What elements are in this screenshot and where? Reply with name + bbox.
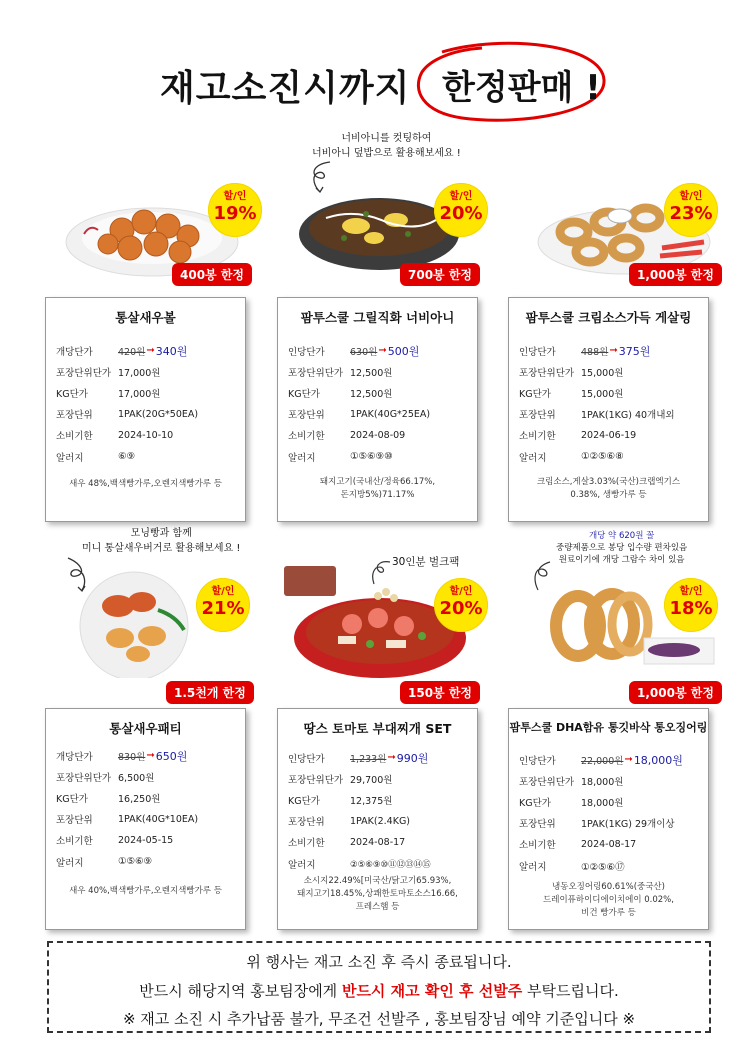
info-row bbox=[288, 425, 471, 446]
row-value: 15,000원 bbox=[581, 367, 624, 379]
row-value: 16,250원 bbox=[118, 793, 161, 805]
limit-tag: 150봉 한정 bbox=[400, 681, 480, 704]
limit-tag: 700봉 한정 bbox=[400, 263, 480, 286]
info-row bbox=[519, 404, 702, 425]
row-value: 1PAK(1KG) 40개내외 bbox=[581, 410, 675, 422]
discount-label: 할/인 bbox=[679, 191, 703, 202]
ingredients-line: 돼지고기18.45%,상쾌한토마토소스16.66, bbox=[297, 889, 458, 899]
limit-tag: 400봉 한정 bbox=[172, 263, 252, 286]
product-card bbox=[45, 708, 246, 930]
price-row bbox=[519, 749, 702, 770]
ingredients-line: 새우 40%,백색빵가루,오렌지색빵가루 등 bbox=[69, 886, 222, 896]
row-value: ①⑤⑥⑨ bbox=[118, 856, 153, 868]
ingredients-line: 드레이퓨하이디에이치에이 0.02%, bbox=[543, 895, 674, 905]
row-value: ①②⑤⑥⑰ bbox=[581, 861, 625, 873]
row-key: 포장단위단가 bbox=[56, 772, 112, 784]
note-mid-right-line1: 개당 약 620원 꼴 bbox=[588, 531, 655, 541]
row-value: ①②⑤⑥⑧ bbox=[581, 451, 624, 463]
row-key: KG단가 bbox=[56, 793, 88, 805]
product-card bbox=[277, 297, 478, 522]
title-limited-sale: 한정판매 ! bbox=[442, 68, 601, 108]
info-row bbox=[288, 811, 471, 832]
info-row bbox=[519, 382, 702, 403]
new-price: 990원 bbox=[396, 751, 429, 765]
ingredients-line: 돈지방5%)71.17% bbox=[340, 490, 415, 500]
row-key: 포장단위 bbox=[56, 410, 93, 422]
info-row bbox=[56, 382, 239, 403]
ingredients-line: 새우 48%,백색빵가루,오렌지색빵가루 등 bbox=[69, 479, 222, 489]
discount-label: 할/인 bbox=[679, 586, 703, 597]
row-value: 29,700원 bbox=[350, 774, 393, 786]
info-row bbox=[288, 832, 471, 853]
row-key: KG단가 bbox=[519, 388, 551, 400]
new-price: 500원 bbox=[387, 344, 420, 358]
price-row bbox=[56, 340, 239, 361]
row-key: 알러지 bbox=[519, 452, 547, 464]
row-key: 포장단위단가 bbox=[519, 776, 575, 788]
info-row bbox=[56, 404, 239, 425]
row-key: 포장단위 bbox=[519, 819, 556, 831]
notice-line2 bbox=[49, 980, 709, 1001]
red-arrow-icon: ➞ bbox=[146, 750, 155, 762]
price-row bbox=[56, 745, 239, 766]
discount-badge bbox=[434, 183, 488, 237]
info-row bbox=[519, 791, 702, 812]
row-value: 6,500원 bbox=[118, 772, 155, 784]
ingredients bbox=[52, 478, 239, 491]
new-price: 650원 bbox=[155, 749, 188, 763]
row-key: KG단가 bbox=[519, 797, 551, 809]
row-value: 2024-05-15 bbox=[118, 834, 174, 846]
old-price: 630원 bbox=[350, 346, 378, 358]
row-key: 소비기한 bbox=[56, 836, 93, 848]
row-value: 12,500원 bbox=[350, 367, 393, 379]
row-value: 2024-10-10 bbox=[118, 429, 174, 441]
product-name: 팜투스쿨 DHA함유 통깃바삭 통오징어링 bbox=[509, 721, 708, 734]
discount-badge bbox=[196, 578, 250, 632]
red-arrow-icon: ➞ bbox=[146, 345, 155, 357]
row-key: 알러지 bbox=[519, 861, 547, 873]
row-key: KG단가 bbox=[288, 388, 320, 400]
row-key: 개당단가 bbox=[56, 751, 93, 763]
row-value: ⑥⑨ bbox=[118, 451, 136, 463]
info-row bbox=[288, 446, 471, 467]
info-row bbox=[56, 809, 239, 830]
row-key: 인당단가 bbox=[519, 346, 556, 358]
limit-tag: 1,000봉 한정 bbox=[629, 263, 722, 286]
limit-tag: 1,000봉 한정 bbox=[629, 681, 722, 704]
ingredients-line: 냉동오징어링60.61%(중국산) bbox=[552, 882, 665, 892]
note-top bbox=[312, 131, 461, 161]
old-price: 1,233원 bbox=[350, 753, 387, 765]
price-row bbox=[288, 340, 471, 361]
info-row bbox=[519, 770, 702, 791]
limit-tag: 1.5천개 한정 bbox=[166, 681, 254, 704]
row-key: 포장단위단가 bbox=[519, 367, 575, 379]
info-row bbox=[288, 404, 471, 425]
info-row bbox=[288, 768, 471, 789]
row-value: 1PAK(2.4KG) bbox=[350, 815, 411, 827]
row-key: 개당단가 bbox=[56, 346, 93, 358]
note-top-line1: 너비아니를 컷팅하여 bbox=[341, 133, 432, 144]
new-price: 340원 bbox=[155, 344, 188, 358]
highlight-title bbox=[412, 40, 608, 124]
info-row bbox=[288, 361, 471, 382]
row-key: 소비기한 bbox=[288, 838, 325, 850]
info-row bbox=[288, 382, 471, 403]
info-row bbox=[288, 853, 471, 874]
new-price: 375원 bbox=[618, 344, 651, 358]
row-value: 18,000원 bbox=[581, 797, 624, 809]
info-row bbox=[56, 851, 239, 872]
product-card bbox=[277, 708, 478, 930]
row-key: 포장단위 bbox=[519, 410, 556, 422]
ingredients-line: 프레스햄 등 bbox=[355, 902, 400, 912]
info-row bbox=[56, 766, 239, 787]
row-value: 12,375원 bbox=[350, 795, 393, 807]
row-key: 포장단위단가 bbox=[288, 774, 344, 786]
discount-percent: 19% bbox=[213, 203, 257, 224]
note-mid-center: 30인분 벌크팩 bbox=[392, 556, 460, 568]
row-value: 2024-08-09 bbox=[350, 429, 406, 441]
discount-label: 할/인 bbox=[223, 191, 247, 202]
price-row bbox=[519, 340, 702, 361]
notice-line2-pre: 반드시 해당지역 홍보팀장에게 bbox=[139, 982, 342, 1000]
row-key: 인당단가 bbox=[519, 755, 556, 767]
ingredients-line: 0.38%, 생빵가루 등 bbox=[570, 490, 647, 500]
row-key: 알러지 bbox=[56, 452, 84, 464]
old-price: 420원 bbox=[118, 346, 146, 358]
ingredients bbox=[52, 885, 239, 898]
row-key: 알러지 bbox=[288, 859, 316, 871]
shrimp-patty-plate-image bbox=[76, 566, 194, 678]
product-card bbox=[508, 708, 709, 930]
row-key: 알러지 bbox=[56, 857, 84, 869]
notice-line2-post: 부탁드립니다. bbox=[522, 982, 619, 1000]
row-key: 소비기한 bbox=[56, 431, 93, 443]
ingredients-line: 크림소스,게살3.03%(국산)크랩엑기스 bbox=[536, 477, 681, 487]
new-price: 18,000원 bbox=[633, 753, 683, 767]
row-key: 포장단위 bbox=[56, 815, 93, 827]
note-top-line2: 너비아니 덮밥으로 활용해보세요 ! bbox=[312, 148, 461, 159]
notice-line2-highlight: 반드시 재고 확인 후 선발주 bbox=[341, 982, 523, 1000]
info-row bbox=[56, 446, 239, 467]
row-key: KG단가 bbox=[56, 388, 88, 400]
budae-jjigae-pot-image bbox=[282, 566, 468, 686]
note-mid-right-line3: 원료이기에 개당 그람수 차이 있음 bbox=[558, 555, 685, 565]
row-value: 2024-08-17 bbox=[350, 836, 406, 848]
notice-line3: ※ 재고 소진 시 추가납품 불가, 무조건 선발주 , 홍보팀장님 예약 기준입니다 ※ bbox=[122, 1010, 636, 1028]
product-photo-shrimp-patty bbox=[76, 566, 194, 678]
row-value: ②⑤⑥⑨⑩⑪⑫⑬⑭⑮ bbox=[350, 859, 431, 870]
price-row bbox=[288, 747, 471, 768]
note-mid-left-line1: 모닝빵과 함께 bbox=[130, 528, 192, 539]
info-row bbox=[288, 789, 471, 810]
product-name: 팜투스쿨 크림소스가득 게살링 bbox=[525, 310, 692, 325]
ingredients bbox=[284, 875, 471, 914]
row-value: 1PAK(20G*50EA) bbox=[118, 408, 199, 420]
discount-label: 할/인 bbox=[449, 191, 473, 202]
info-row bbox=[519, 361, 702, 382]
row-value: 1PAK(1KG) 29개이상 bbox=[581, 819, 675, 831]
page-title: 재고소진시까지 bbox=[160, 68, 411, 109]
row-key: 알러지 bbox=[288, 452, 316, 464]
ingredients-line: 돼지고기(국내산/정육66.17%, bbox=[319, 477, 436, 487]
row-value: 2024-06-19 bbox=[581, 429, 637, 441]
notice-box bbox=[47, 941, 711, 1033]
discount-badge bbox=[664, 578, 718, 632]
row-value: 1PAK(40G*10EA) bbox=[118, 813, 199, 825]
row-value: 15,000원 bbox=[581, 388, 624, 400]
discount-badge bbox=[434, 578, 488, 632]
row-value: ①⑤⑥⑨⑩ bbox=[350, 451, 393, 463]
discount-percent: 18% bbox=[669, 598, 713, 619]
row-value: 18,000원 bbox=[581, 776, 624, 788]
discount-badge bbox=[664, 183, 718, 237]
discount-label: 할/인 bbox=[211, 586, 235, 597]
product-name: 팜투스쿨 그릴직화 너비아니 bbox=[300, 310, 455, 325]
red-arrow-icon: ➞ bbox=[624, 754, 633, 766]
red-arrow-icon: ➞ bbox=[387, 752, 396, 764]
row-key: 소비기한 bbox=[288, 431, 325, 443]
ingredients bbox=[515, 476, 702, 502]
row-key: KG단가 bbox=[288, 795, 320, 807]
info-row bbox=[56, 361, 239, 382]
row-key: 인당단가 bbox=[288, 346, 325, 358]
discount-percent: 23% bbox=[669, 203, 713, 224]
info-row bbox=[56, 830, 239, 851]
ingredients bbox=[515, 881, 702, 920]
info-row bbox=[519, 446, 702, 467]
note-mid-left bbox=[82, 526, 240, 556]
info-row bbox=[56, 425, 239, 446]
product-name: 통살새우패티 bbox=[109, 721, 182, 736]
row-key: 포장단위 bbox=[288, 817, 325, 829]
product-name: 땅스 토마토 부대찌개 SET bbox=[303, 721, 452, 736]
notice-line1: 위 행사는 재고 소진 후 즉시 종료됩니다. bbox=[246, 953, 512, 971]
note-mid-left-line2: 미니 통살새우버거로 활용해보세요 ! bbox=[82, 543, 241, 554]
info-row bbox=[519, 855, 702, 876]
note-mid-right-line2: 중량제품으로 봉당 입수량 편차있음 bbox=[556, 543, 688, 553]
note-mid-right bbox=[556, 530, 687, 566]
row-value: 2024-08-17 bbox=[581, 838, 637, 850]
ingredients bbox=[284, 476, 471, 502]
row-key: 포장단위 bbox=[288, 410, 325, 422]
ingredients-line: 소시지22.49%[미국산/닭고기65.93%, bbox=[303, 876, 452, 886]
row-value: 1PAK(40G*25EA) bbox=[350, 408, 431, 420]
row-key: 포장단위단가 bbox=[56, 367, 112, 379]
product-name: 통살새우볼 bbox=[115, 310, 176, 325]
old-price: 830원 bbox=[118, 751, 146, 763]
red-arrow-icon: ➞ bbox=[609, 345, 618, 357]
row-key: 포장단위단가 bbox=[288, 367, 344, 379]
ingredients-line: 비건 빵가루 등 bbox=[581, 908, 636, 918]
info-row bbox=[519, 834, 702, 855]
product-card bbox=[45, 297, 246, 522]
row-value: 17,000원 bbox=[118, 388, 161, 400]
product-photo-budae-jjigae bbox=[282, 566, 468, 686]
info-row bbox=[56, 787, 239, 808]
row-value: 12,500원 bbox=[350, 388, 393, 400]
product-card bbox=[508, 297, 709, 522]
old-price: 22,000원 bbox=[581, 755, 624, 767]
row-key: 소비기한 bbox=[519, 840, 556, 852]
row-key: 인당단가 bbox=[288, 753, 325, 765]
info-row bbox=[519, 813, 702, 834]
row-key: 소비기한 bbox=[519, 431, 556, 443]
discount-label: 할/인 bbox=[449, 586, 473, 597]
info-row bbox=[519, 425, 702, 446]
old-price: 488원 bbox=[581, 346, 609, 358]
row-value: 17,000원 bbox=[118, 367, 161, 379]
discount-percent: 21% bbox=[201, 598, 245, 619]
discount-badge bbox=[208, 183, 262, 237]
discount-percent: 20% bbox=[439, 203, 483, 224]
red-arrow-icon: ➞ bbox=[378, 345, 387, 357]
discount-percent: 20% bbox=[439, 598, 483, 619]
